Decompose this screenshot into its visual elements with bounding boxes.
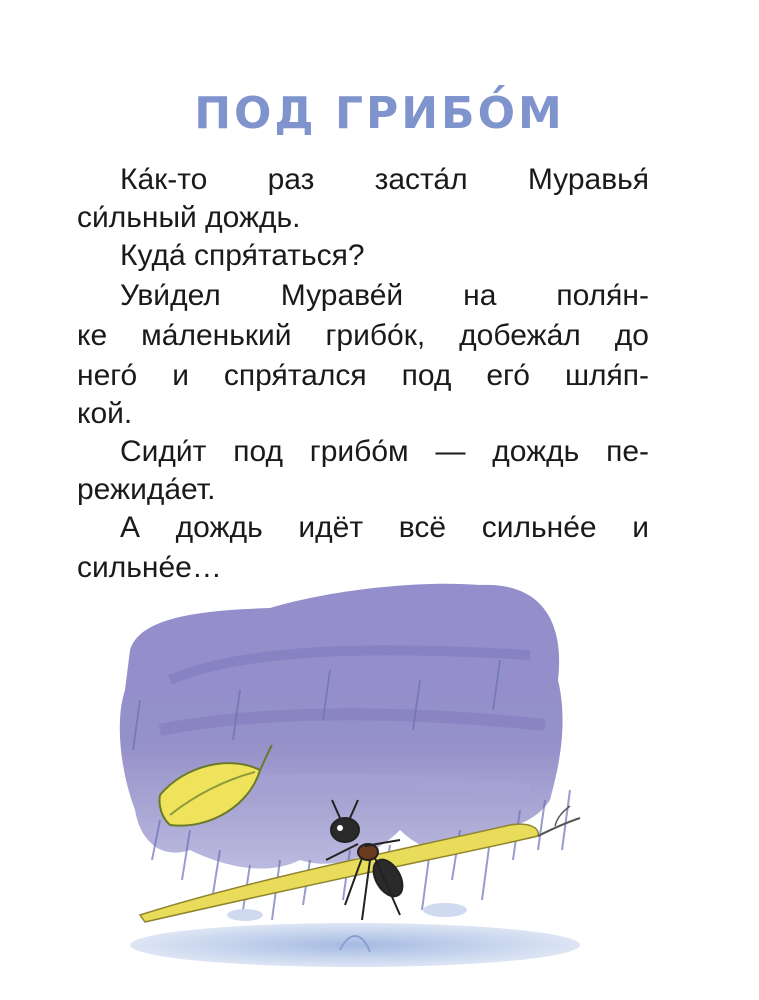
story-line: си́льный дождь. xyxy=(77,201,301,234)
story-line: сильне́е… xyxy=(77,551,222,584)
story-line: Ка́к-то раз заста́л Муравья́ xyxy=(120,163,649,196)
story-line: А дождь идёт всё сильне́е и xyxy=(120,511,649,544)
story-line: режида́ет. xyxy=(77,473,216,506)
puddle xyxy=(130,923,580,967)
page-title: ПОД ГРИБО́М xyxy=(194,88,565,139)
story-line: Сиди́т под грибо́м — дождь пе- xyxy=(120,435,649,468)
story-line: Куда́ спря́таться? xyxy=(120,239,365,272)
story-line: Уви́дел Мураве́й на поля́н- xyxy=(120,279,649,312)
story-line: кой. xyxy=(77,397,133,430)
story-line: него́ и спря́тался под его́ шля́п- xyxy=(77,359,649,392)
rain-cloud-ant-leaf-illustration xyxy=(100,560,600,980)
story-line: ке ма́ленький грибо́к, добежа́л до xyxy=(77,319,649,352)
